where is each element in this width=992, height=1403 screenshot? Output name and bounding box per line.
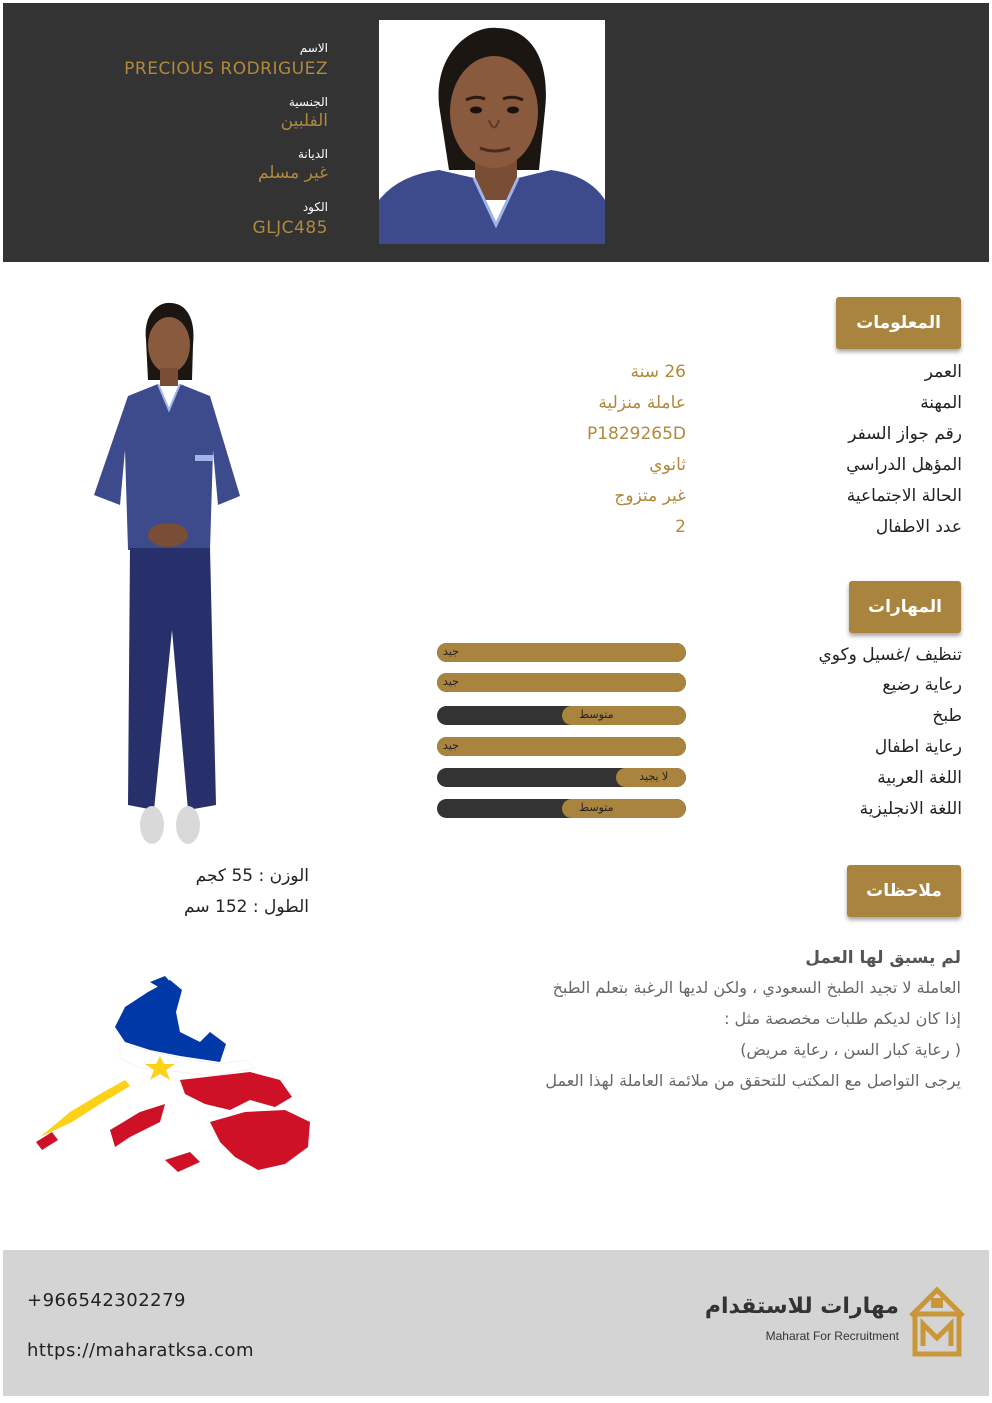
religion-block (258, 147, 328, 183)
education-value: ثانوي (649, 455, 686, 475)
skill-row (437, 706, 962, 737)
name-value: PRECIOUS RODRIGUEZ (124, 59, 328, 79)
skill-level-text: جيد (443, 739, 459, 752)
info-row-education (262, 455, 962, 486)
passport-value: P1829265D (586, 424, 686, 444)
company-logo (704, 1284, 967, 1364)
skill-bar-fill (437, 673, 686, 692)
info-row-marital (262, 486, 962, 517)
notes-section-title: ملاحظات (847, 865, 961, 917)
height-text: الطول : 152 سم (184, 897, 309, 917)
skill-bar (437, 706, 686, 725)
info-row-children (262, 517, 962, 548)
phone-number[interactable]: +966542302279 (27, 1290, 187, 1311)
notes-line: العاملة لا تجيد الطبخ السعودي ، ولكن لديها الرغبة بتعلم الطبخ (552, 978, 961, 997)
skill-level-text: لا يجيد (639, 770, 669, 783)
profile-header (3, 3, 989, 262)
philippines-flag-map (30, 972, 315, 1182)
age-value: 26 سنة (630, 362, 686, 382)
skill-row (437, 645, 962, 676)
religion-label: الديانة (297, 147, 328, 161)
marital-value: غير متزوج (614, 486, 686, 506)
website-link[interactable]: https://maharatksa.com (27, 1340, 255, 1361)
marital-label: الحالة الاجتماعية (846, 486, 962, 506)
profession-label: المهنة (920, 393, 962, 413)
notes-block (361, 948, 961, 1096)
notes-line: ( رعاية كبار السن ، رعاية مريض) (740, 1040, 961, 1059)
skill-bar (437, 799, 686, 818)
skill-label: تنظيف /غسيل وكوي (818, 645, 962, 665)
code-block (253, 200, 328, 238)
weight-text: الوزن : 55 كجم (195, 866, 309, 886)
info-row-age (262, 362, 962, 393)
info-section-title: المعلومات (836, 297, 961, 349)
skill-label: اللغة الانجليزية (859, 799, 962, 819)
notes-heading: لم يسبق لها العمل (805, 948, 961, 968)
code-label: الكود (302, 200, 328, 214)
skill-bar (437, 768, 686, 787)
skill-bar-fill (437, 737, 686, 756)
skill-level-text: جيد (443, 675, 459, 688)
skill-row (437, 675, 962, 706)
name-label: الاسم (299, 41, 328, 55)
house-logo-icon (907, 1284, 967, 1358)
info-row-profession (262, 393, 962, 424)
nationality-label: الجنسية (288, 95, 328, 109)
skill-label: طبخ (932, 706, 962, 726)
skill-bar (437, 673, 686, 692)
children-value: 2 (675, 517, 686, 537)
skill-level-text: متوسط (578, 708, 614, 721)
skill-label: رعاية اطفال (874, 737, 962, 757)
logo-english-text: Maharat For Recruitment (765, 1329, 899, 1343)
logo-arabic-text: مهارات للاستقدام (704, 1294, 899, 1319)
skills-section-title: المهارات (849, 581, 961, 633)
notes-line: إذا كان لديكم طلبات مخصصة مثل : (724, 1009, 961, 1028)
portrait-photo (379, 20, 605, 244)
skill-label: رعاية رضيع (882, 675, 962, 695)
skill-label: اللغة العربية (877, 768, 962, 788)
nationality-block (281, 95, 328, 131)
profession-value: عاملة منزلية (598, 393, 686, 413)
skill-level-text: جيد (443, 645, 459, 658)
children-label: عدد الاطفال (875, 517, 962, 537)
info-row-passport (262, 424, 962, 455)
code-value: GLJC485 (252, 218, 328, 238)
full-body-photo (88, 300, 248, 850)
footer (3, 1250, 989, 1396)
education-label: المؤهل الدراسي (846, 455, 962, 475)
passport-label: رقم جواز السفر (848, 424, 962, 444)
skill-bar (437, 737, 686, 756)
religion-value: غير مسلم (257, 163, 328, 183)
skill-level-text: متوسط (578, 801, 614, 814)
name-block (124, 41, 328, 79)
age-label: العمر (924, 362, 962, 382)
skill-row (437, 737, 962, 768)
skill-row (437, 799, 962, 830)
nationality-value: الفلبين (280, 111, 328, 131)
skill-row (437, 768, 962, 799)
notes-line: يرجى التواصل مع المكتب للتحقق من ملائمة العاملة لهذا العمل (545, 1071, 961, 1090)
skill-bar (437, 643, 686, 662)
skill-bar-fill (437, 643, 686, 662)
